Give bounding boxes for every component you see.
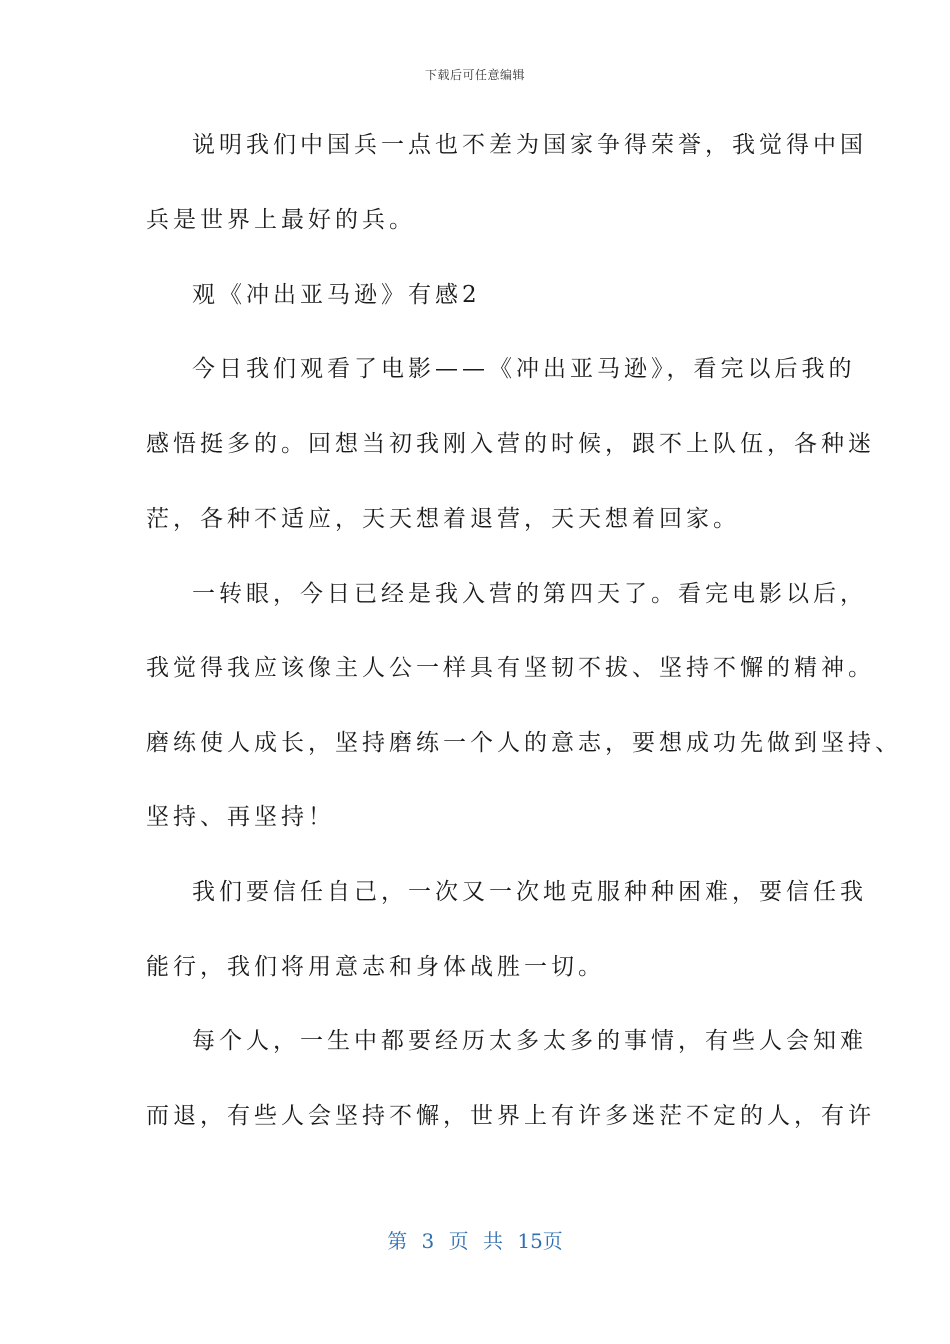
body-line: 茫，各种不适应，天天想着退营，天天想着回家。	[146, 506, 740, 532]
body-line: 我觉得我应该像主人公一样具有坚韧不拔、坚持不懈的精神。	[146, 655, 875, 681]
body-line: 每个人，一生中都要经历太多太多的事情，有些人会知难	[192, 1028, 867, 1054]
body-line: 磨练使人成长，坚持磨练一个人的意志，要想成功先做到坚持、	[146, 730, 902, 756]
body-line: 今日我们观看了电影——《冲出亚马逊》，看完以后我的	[192, 356, 856, 382]
body-line: 一转眼，今日已经是我入营的第四天了。看完电影以后，	[192, 581, 867, 607]
page-header: 下载后可任意编辑	[424, 68, 525, 82]
body-line: 我们要信任自己，一次又一次地克服种种困难，要信任我	[192, 879, 867, 905]
body-line: 兵是世界上最好的兵。	[146, 207, 416, 233]
body-line: 坚持、再坚持！	[146, 804, 335, 830]
body-line: 能行，我们将用意志和身体战胜一切。	[146, 954, 605, 980]
body-line: 而退，有些人会坚持不懈，世界上有许多迷茫不定的人，有许	[146, 1103, 875, 1129]
body-line: 说明我们中国兵一点也不差为国家争得荣誉，我觉得中国	[192, 132, 867, 158]
section-heading: 观《冲出亚马逊》有感2	[192, 282, 481, 308]
body-line: 感悟挺多的。回想当初我刚入营的时候，跟不上队伍，各种迷	[146, 431, 875, 457]
page-number-footer: 第 3 页 共 15页	[387, 1229, 563, 1253]
